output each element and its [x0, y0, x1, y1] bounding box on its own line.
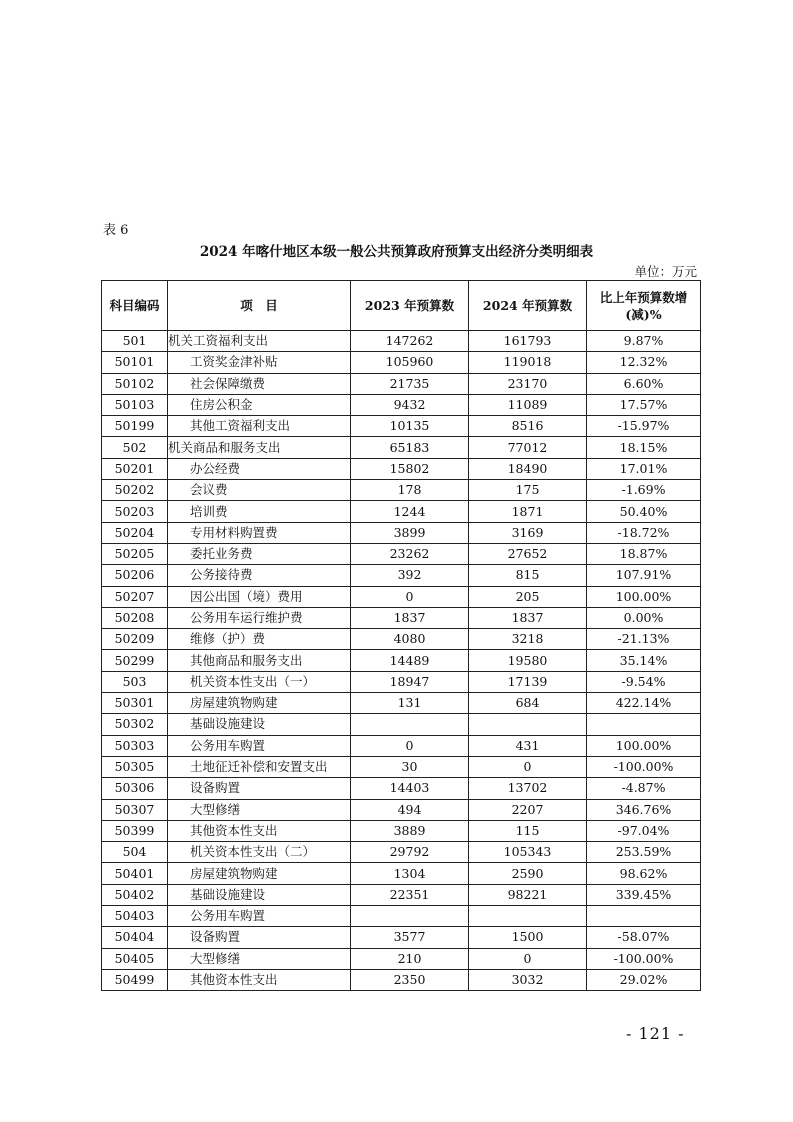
table-row — [102, 671, 701, 692]
row-2024-cell: 115 — [469, 820, 587, 841]
row-item-cell: 委托业务费 — [168, 543, 351, 564]
table-row — [102, 820, 701, 841]
row-code-cell: 50303 — [102, 735, 168, 756]
row-item-cell: 其他资本性支出 — [168, 969, 351, 990]
table-row — [102, 948, 701, 969]
row-item-cell: 其他商品和服务支出 — [168, 650, 351, 671]
row-item-cell: 机关资本性支出（二） — [168, 842, 351, 863]
table-row — [102, 693, 701, 714]
row-change-cell: 0.00% — [587, 607, 701, 628]
row-item-cell: 基础设施建设 — [168, 714, 351, 735]
row-item-cell: 培训费 — [168, 501, 351, 522]
row-code-cell: 50206 — [102, 565, 168, 586]
row-2023-cell: 4080 — [351, 629, 469, 650]
table-row — [102, 522, 701, 543]
row-item-cell: 机关资本性支出（一） — [168, 671, 351, 692]
row-code-cell: 50204 — [102, 522, 168, 543]
row-code-cell: 50202 — [102, 480, 168, 501]
table-row — [102, 863, 701, 884]
row-2024-cell: 11089 — [469, 394, 587, 415]
table-row — [102, 331, 701, 352]
row-2024-cell: 205 — [469, 586, 587, 607]
row-code-cell: 50299 — [102, 650, 168, 671]
table-row — [102, 714, 701, 735]
row-2023-cell: 1244 — [351, 501, 469, 522]
row-code-cell: 50301 — [102, 693, 168, 714]
table-row — [102, 650, 701, 671]
row-2024-cell: 815 — [469, 565, 587, 586]
row-2023-cell: 1837 — [351, 607, 469, 628]
row-2023-cell: 29792 — [351, 842, 469, 863]
row-2023-cell: 494 — [351, 799, 469, 820]
row-2023-cell: 14403 — [351, 778, 469, 799]
row-2024-cell: 1837 — [469, 607, 587, 628]
row-item-cell: 基础设施建设 — [168, 884, 351, 905]
row-change-cell: 17.01% — [587, 458, 701, 479]
row-change-cell: -1.69% — [587, 480, 701, 501]
row-change-cell: 50.40% — [587, 501, 701, 522]
row-change-cell: 253.59% — [587, 842, 701, 863]
row-2023-cell: 22351 — [351, 884, 469, 905]
row-2024-cell: 3169 — [469, 522, 587, 543]
row-code-cell: 50307 — [102, 799, 168, 820]
row-code-cell: 50209 — [102, 629, 168, 650]
row-change-cell: 422.14% — [587, 693, 701, 714]
row-2023-cell: 147262 — [351, 331, 469, 352]
row-2024-cell — [469, 906, 587, 927]
row-2024-cell: 23170 — [469, 373, 587, 394]
row-code-cell: 50208 — [102, 607, 168, 628]
row-change-cell: -100.00% — [587, 756, 701, 777]
row-change-cell: 35.14% — [587, 650, 701, 671]
row-2023-cell: 3577 — [351, 927, 469, 948]
row-change-cell — [587, 906, 701, 927]
row-code-cell: 50401 — [102, 863, 168, 884]
row-2023-cell: 9432 — [351, 394, 469, 415]
table-row — [102, 969, 701, 990]
row-2024-cell: 19580 — [469, 650, 587, 671]
row-2024-cell: 13702 — [469, 778, 587, 799]
row-2024-cell: 431 — [469, 735, 587, 756]
header-2024: 2024 年预算数 — [469, 281, 587, 331]
row-code-cell: 50302 — [102, 714, 168, 735]
row-code-cell: 50499 — [102, 969, 168, 990]
header-item: 项 目 — [168, 281, 351, 331]
row-2024-cell: 2590 — [469, 863, 587, 884]
row-change-cell: 18.15% — [587, 437, 701, 458]
table-row — [102, 842, 701, 863]
row-2023-cell: 131 — [351, 693, 469, 714]
row-2023-cell: 392 — [351, 565, 469, 586]
table-row — [102, 799, 701, 820]
row-2024-cell: 119018 — [469, 352, 587, 373]
row-change-cell: 9.87% — [587, 331, 701, 352]
row-item-cell: 维修（护）费 — [168, 629, 351, 650]
row-item-cell: 设备购置 — [168, 927, 351, 948]
row-2023-cell: 3889 — [351, 820, 469, 841]
table-row — [102, 927, 701, 948]
unit-label: 单位：万元 — [634, 264, 697, 279]
row-code-cell: 50201 — [102, 458, 168, 479]
row-change-cell: 107.91% — [587, 565, 701, 586]
row-2024-cell: 161793 — [469, 331, 587, 352]
row-change-cell: 6.60% — [587, 373, 701, 394]
row-change-cell: -100.00% — [587, 948, 701, 969]
row-item-cell: 专用材料购置费 — [168, 522, 351, 543]
row-2023-cell — [351, 906, 469, 927]
header-2023: 2023 年预算数 — [351, 281, 469, 331]
row-code-cell: 50207 — [102, 586, 168, 607]
row-2023-cell: 15802 — [351, 458, 469, 479]
table-row — [102, 394, 701, 415]
row-2024-cell: 684 — [469, 693, 587, 714]
row-2023-cell: 178 — [351, 480, 469, 501]
row-item-cell: 设备购置 — [168, 778, 351, 799]
row-2023-cell: 14489 — [351, 650, 469, 671]
row-item-cell: 办公经费 — [168, 458, 351, 479]
row-2023-cell: 21735 — [351, 373, 469, 394]
table-row — [102, 629, 701, 650]
row-code-cell: 50405 — [102, 948, 168, 969]
row-2024-cell: 0 — [469, 948, 587, 969]
row-code-cell: 50101 — [102, 352, 168, 373]
row-code-cell: 50205 — [102, 543, 168, 564]
row-2024-cell: 3218 — [469, 629, 587, 650]
row-change-cell: -4.87% — [587, 778, 701, 799]
row-code-cell: 50399 — [102, 820, 168, 841]
row-2024-cell: 2207 — [469, 799, 587, 820]
row-change-cell: 100.00% — [587, 586, 701, 607]
row-change-cell: -58.07% — [587, 927, 701, 948]
row-code-cell: 50404 — [102, 927, 168, 948]
table-row — [102, 437, 701, 458]
row-2024-cell: 8516 — [469, 416, 587, 437]
row-item-cell: 公务接待费 — [168, 565, 351, 586]
table-number-label: 表 6 — [103, 223, 129, 238]
row-item-cell: 公务用车购置 — [168, 906, 351, 927]
table-row — [102, 884, 701, 905]
row-item-cell: 机关工资福利支出 — [168, 331, 351, 352]
table-row — [102, 906, 701, 927]
row-change-cell: -9.54% — [587, 671, 701, 692]
row-2023-cell: 10135 — [351, 416, 469, 437]
row-2023-cell: 2350 — [351, 969, 469, 990]
row-2023-cell: 0 — [351, 586, 469, 607]
table-row — [102, 373, 701, 394]
table-row — [102, 543, 701, 564]
row-change-cell: 98.62% — [587, 863, 701, 884]
row-2023-cell: 18947 — [351, 671, 469, 692]
row-change-cell: 17.57% — [587, 394, 701, 415]
row-2024-cell: 1871 — [469, 501, 587, 522]
row-2023-cell: 23262 — [351, 543, 469, 564]
row-item-cell: 会议费 — [168, 480, 351, 501]
row-item-cell: 大型修缮 — [168, 948, 351, 969]
table-row — [102, 735, 701, 756]
page-number: - 121 - — [626, 1024, 685, 1043]
table-row — [102, 416, 701, 437]
row-code-cell: 50199 — [102, 416, 168, 437]
budget-table — [101, 280, 701, 991]
table-row — [102, 565, 701, 586]
row-2023-cell: 1304 — [351, 863, 469, 884]
row-2024-cell: 98221 — [469, 884, 587, 905]
row-item-cell: 其他工资福利支出 — [168, 416, 351, 437]
row-code-cell: 502 — [102, 437, 168, 458]
row-item-cell: 社会保障缴费 — [168, 373, 351, 394]
row-change-cell: -18.72% — [587, 522, 701, 543]
row-2024-cell: 77012 — [469, 437, 587, 458]
row-change-cell: -21.13% — [587, 629, 701, 650]
row-2023-cell: 30 — [351, 756, 469, 777]
table-row — [102, 778, 701, 799]
row-item-cell: 房屋建筑物购建 — [168, 863, 351, 884]
row-change-cell: 100.00% — [587, 735, 701, 756]
row-code-cell: 50305 — [102, 756, 168, 777]
row-2024-cell: 175 — [469, 480, 587, 501]
row-item-cell: 大型修缮 — [168, 799, 351, 820]
row-2023-cell: 0 — [351, 735, 469, 756]
row-change-cell: -15.97% — [587, 416, 701, 437]
row-code-cell: 50403 — [102, 906, 168, 927]
row-code-cell: 50203 — [102, 501, 168, 522]
row-change-cell: 29.02% — [587, 969, 701, 990]
row-2024-cell — [469, 714, 587, 735]
row-item-cell: 其他资本性支出 — [168, 820, 351, 841]
table-row — [102, 458, 701, 479]
row-change-cell: 12.32% — [587, 352, 701, 373]
table-body — [102, 331, 701, 991]
row-2024-cell: 18490 — [469, 458, 587, 479]
row-2023-cell: 65183 — [351, 437, 469, 458]
row-change-cell: 346.76% — [587, 799, 701, 820]
row-2024-cell: 27652 — [469, 543, 587, 564]
table-row — [102, 607, 701, 628]
row-item-cell: 公务用车购置 — [168, 735, 351, 756]
row-code-cell: 50306 — [102, 778, 168, 799]
row-change-cell: -97.04% — [587, 820, 701, 841]
row-item-cell: 机关商品和服务支出 — [168, 437, 351, 458]
row-2023-cell: 210 — [351, 948, 469, 969]
row-code-cell: 501 — [102, 331, 168, 352]
table-row — [102, 501, 701, 522]
row-2023-cell: 105960 — [351, 352, 469, 373]
row-change-cell — [587, 714, 701, 735]
row-2023-cell: 3899 — [351, 522, 469, 543]
row-2023-cell — [351, 714, 469, 735]
header-row — [102, 281, 701, 331]
row-2024-cell: 1500 — [469, 927, 587, 948]
row-2024-cell: 0 — [469, 756, 587, 777]
row-change-cell: 18.87% — [587, 543, 701, 564]
page-title: 2024 年喀什地区本级一般公共预算政府预算支出经济分类明细表 — [199, 244, 594, 260]
row-item-cell: 工资奖金津补贴 — [168, 352, 351, 373]
header-code: 科目编码 — [102, 281, 168, 331]
table-row — [102, 756, 701, 777]
row-code-cell: 50103 — [102, 394, 168, 415]
row-code-cell: 50402 — [102, 884, 168, 905]
row-code-cell: 504 — [102, 842, 168, 863]
header-change: 比上年预算数增(减)% — [587, 281, 701, 331]
row-item-cell: 因公出国（境）费用 — [168, 586, 351, 607]
row-2024-cell: 105343 — [469, 842, 587, 863]
row-2024-cell: 3032 — [469, 969, 587, 990]
row-item-cell: 土地征迁补偿和安置支出 — [168, 756, 351, 777]
table-row — [102, 480, 701, 501]
row-item-cell: 房屋建筑物购建 — [168, 693, 351, 714]
row-code-cell: 503 — [102, 671, 168, 692]
table-row — [102, 352, 701, 373]
row-item-cell: 住房公积金 — [168, 394, 351, 415]
row-2024-cell: 17139 — [469, 671, 587, 692]
row-change-cell: 339.45% — [587, 884, 701, 905]
table-row — [102, 586, 701, 607]
table-header — [102, 281, 701, 331]
row-item-cell: 公务用车运行维护费 — [168, 607, 351, 628]
row-code-cell: 50102 — [102, 373, 168, 394]
